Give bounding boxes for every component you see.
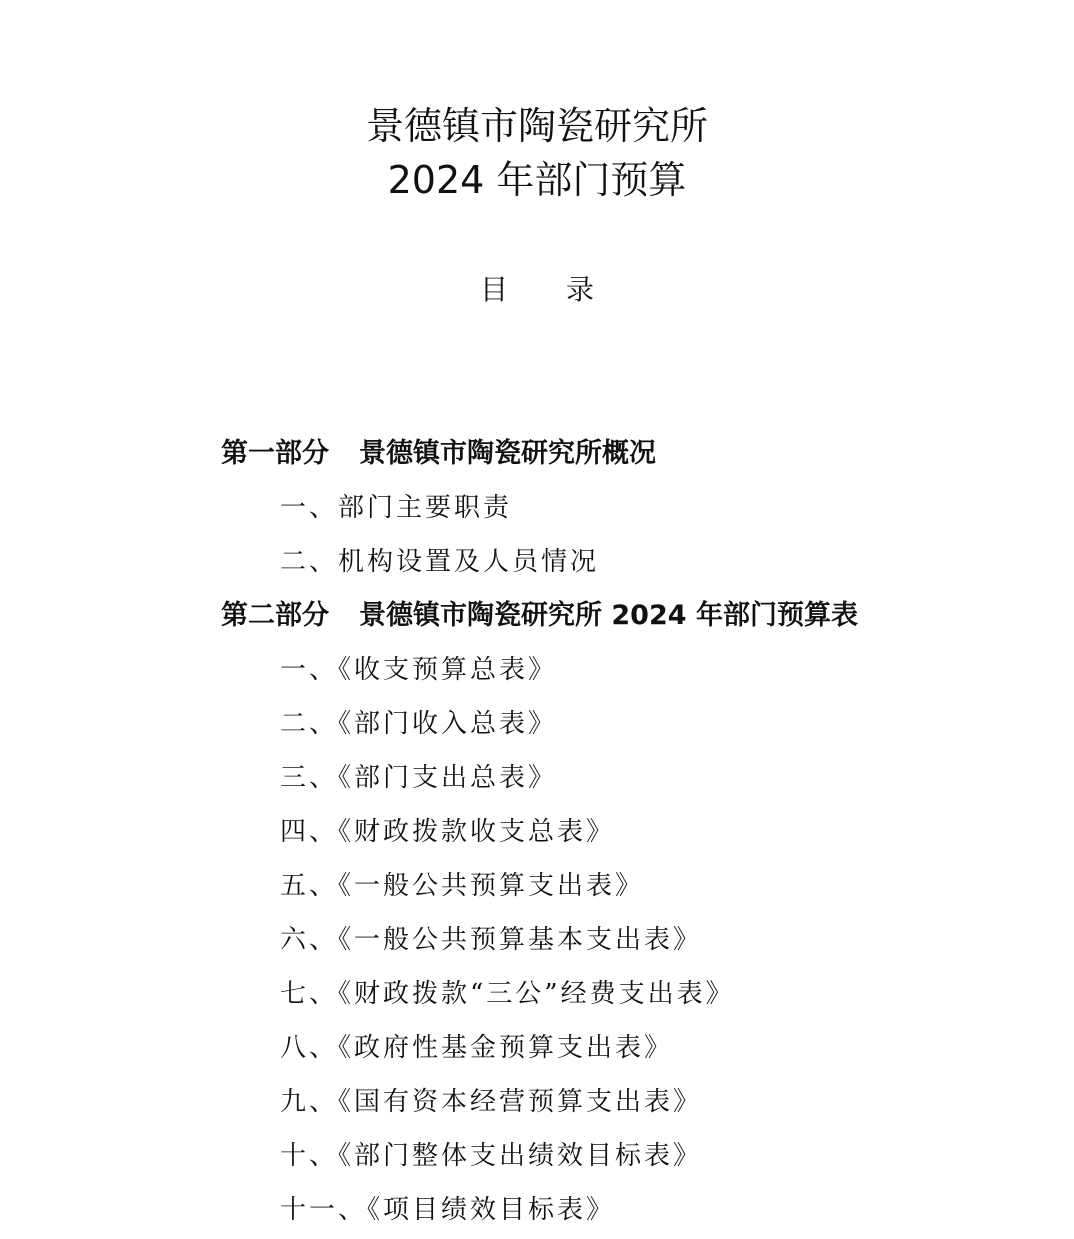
toc-part-1-label: 第一部分 [221, 438, 329, 469]
toc-item: 七、《财政拨款“三公”经费支出表》 [280, 979, 735, 1009]
document-title-line-1: 景德镇市陶瓷研究所 [365, 104, 708, 148]
toc-item: 九、《国有资本经营预算支出表》 [280, 1087, 703, 1117]
toc-item: 二、《部门收入总表》 [280, 709, 558, 739]
toc-item: 二、机构设置及人员情况 [280, 547, 600, 577]
toc-item: 一、《收支预算总表》 [280, 655, 558, 685]
toc-item: 十一、《项目绩效目标表》 [280, 1195, 616, 1225]
toc-item: 三、《部门支出总表》 [280, 763, 558, 793]
toc-item: 一、部门主要职责 [280, 493, 513, 523]
toc-heading: 目录 [479, 273, 652, 306]
document-title-line-2: 2024 年部门预算 [387, 158, 687, 202]
toc-part-1-heading [221, 437, 656, 471]
toc-item: 四、《财政拨款收支总表》 [280, 817, 616, 847]
toc-part-2-title: 景德镇市陶瓷研究所 2024 年部门预算表 [359, 600, 858, 631]
toc-item: 六、《一般公共预算基本支出表》 [280, 925, 703, 955]
toc-item: 五、《一般公共预算支出表》 [280, 871, 645, 901]
toc-item: 八、《政府性基金预算支出表》 [280, 1033, 674, 1063]
toc-item: 十、《部门整体支出绩效目标表》 [280, 1141, 703, 1171]
toc-part-2-heading [221, 599, 858, 633]
toc-part-1-title: 景德镇市陶瓷研究所概况 [359, 438, 656, 469]
toc-part-2-label: 第二部分 [221, 600, 329, 631]
